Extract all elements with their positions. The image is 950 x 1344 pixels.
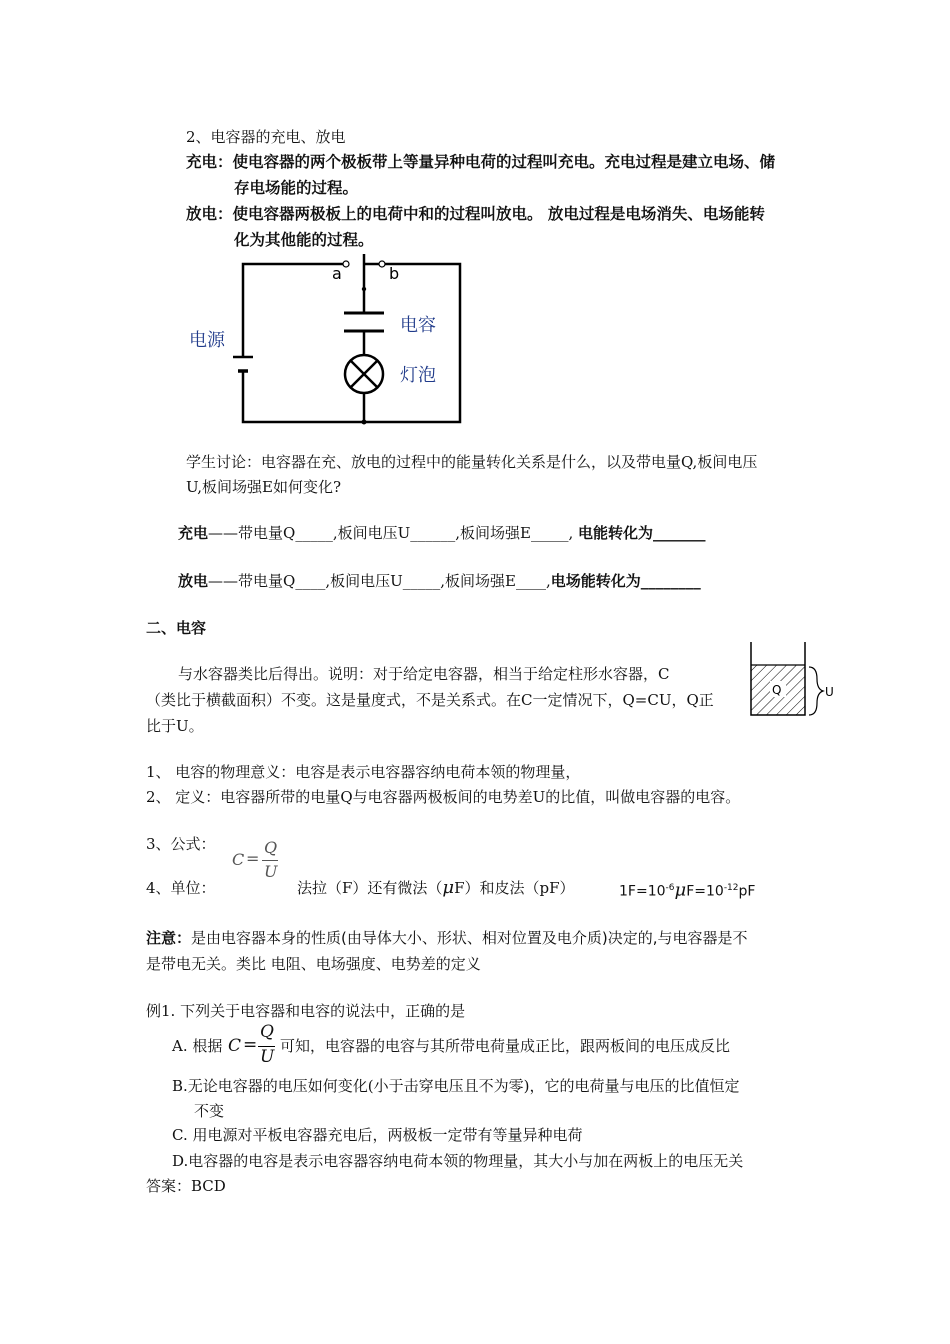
container-u-label: U xyxy=(825,685,834,699)
a-formula-eq: = xyxy=(243,1035,258,1055)
analogy-line2: （类比于横截面积）不变。这是量度式，不是关系式。在C一定情况下，Q=CU，Q正 xyxy=(146,691,714,709)
discharge-fill-blank xyxy=(178,571,701,591)
option-c: C. 用电源对平板电容器充电后，两极板一定带有等量异种电荷 xyxy=(172,1126,583,1144)
conv-part1: 1F=10 xyxy=(619,883,666,900)
bulb-label: 灯泡 xyxy=(400,365,436,386)
section-title: 2、电容器的充电、放电 xyxy=(186,128,346,146)
units-part2: F）和皮法（pF） xyxy=(454,879,575,897)
formula-fraction-bar xyxy=(262,860,278,861)
discharge-definition xyxy=(186,204,765,224)
charge-fill-label: 充电 xyxy=(178,524,209,542)
mu-symbol: μ xyxy=(442,877,455,898)
formula-q: Q xyxy=(264,838,278,857)
analogy-line3: 比于U。 xyxy=(146,717,204,735)
circuit-wire-left xyxy=(243,264,343,357)
capacitance-heading: 二、电容 xyxy=(146,619,207,637)
formula-capacitance xyxy=(230,838,290,886)
charge-line2: 存电场能的过程。 xyxy=(234,179,359,197)
discharge-fill-label: 放电 xyxy=(178,572,209,590)
charge-line1: 使电容器的两个极板带上等量异种电荷的过程叫充电。充电过程是建立电场、储 xyxy=(232,153,776,171)
option-a-text: 可知，电容器的电容与其所带电荷量成正比，跟两板间的电压成反比 xyxy=(280,1037,731,1055)
water-container-diagram xyxy=(745,637,845,722)
analogy-line1: 与水容器类比后得出。说明：对于给定电容器，相当于给定柱形水容器，C xyxy=(178,665,670,683)
item-1: 1、 电容的物理意义：电容是表示电容器容纳电荷本领的物理量， xyxy=(146,763,581,781)
a-formula-q: Q xyxy=(260,1022,274,1042)
formula-u: U xyxy=(264,862,278,881)
note-text1: 是由电容器本身的性质(由导体大小、形状、相对位置及电介质)决定的,与电容器是不 xyxy=(191,929,748,947)
a-formula-u: U xyxy=(260,1047,275,1067)
example-title: 例1. 下列关于电容器和电容的说法中，正确的是 xyxy=(146,1002,466,1020)
discharge-line2: 化为其他能的过程。 xyxy=(234,231,374,249)
charge-fill-blank xyxy=(178,523,706,543)
option-a-prefix: A. 根据 xyxy=(172,1037,223,1055)
note-label: 注意： xyxy=(146,929,192,947)
switch-a-label: a xyxy=(332,264,342,283)
circuit-diagram xyxy=(170,245,480,430)
height-brace xyxy=(809,667,823,715)
discharge-fill-text: ——带电量Q____,板间电压U_____,板间场强E____, xyxy=(208,572,551,590)
charge-fill-energy: 电能转化为_______ xyxy=(578,524,706,542)
conv-exp1: -6 xyxy=(665,883,675,893)
note-line2: 是带电无关。类比 电阻、电场强度、电势差的定义 xyxy=(146,955,481,973)
conv-part3: pF xyxy=(738,883,756,900)
conv-mu: μ xyxy=(674,879,687,901)
container-q-label: Q xyxy=(772,683,782,697)
discharge-label: 放电： xyxy=(186,205,233,223)
option-b-line1: B.无论电容器的电压如何变化(小于击穿电压且不为零)，它的电荷量与电压的比值恒定 xyxy=(172,1077,740,1095)
option-d: D.电容器的电容是表示电容器容纳电荷本领的物理量，其大小与加在两板上的电压无关 xyxy=(172,1152,744,1170)
discharge-fill-energy: 电场能转化为________ xyxy=(550,572,701,590)
conv-exp2: -12 xyxy=(723,883,739,893)
junction-dot xyxy=(362,420,367,425)
note-line1 xyxy=(146,928,748,948)
discharge-line1: 使电容器两极板上的电荷中和的过程叫放电。 放电过程是电场消失、电场能转 xyxy=(232,205,765,223)
charge-fill-text: ——带电量Q_____,板间电压U______,板间场强E_____, xyxy=(208,524,574,542)
item-3: 3、公式： xyxy=(146,835,216,853)
discussion-line1: 学生讨论：电容器在充、放电的过程中的能量转化关系是什么，以及带电量Q,板间电压 xyxy=(186,453,758,471)
units-part1: 法拉（F）还有微法（ xyxy=(297,879,443,897)
a-formula-c: C xyxy=(228,1036,242,1056)
option-b-line2: 不变 xyxy=(194,1102,225,1120)
option-a xyxy=(172,1036,222,1056)
discussion-line2: U,板间场强E如何变化? xyxy=(186,478,342,496)
unit-conversion xyxy=(619,878,755,902)
units-text xyxy=(297,878,575,898)
switch-b-label: b xyxy=(389,264,400,283)
item-4: 4、单位： xyxy=(146,879,216,897)
capacitor-label: 电容 xyxy=(400,315,436,336)
conv-part2: F=10 xyxy=(686,883,724,900)
charge-label: 充电： xyxy=(186,153,233,171)
formula-c: C xyxy=(232,850,245,869)
power-label: 电源 xyxy=(189,330,225,351)
item-2: 2、 定义：电容器所带的电量Q与电容器两极板间的电势差U的比值，叫做电容器的电容。 xyxy=(146,788,741,806)
answer: 答案：BCD xyxy=(146,1177,226,1195)
switch-contact-a xyxy=(343,261,349,267)
circuit-wire-right xyxy=(243,264,460,422)
switch-pivot xyxy=(362,287,366,291)
charge-definition xyxy=(186,152,775,172)
option-a-formula xyxy=(228,1022,280,1070)
formula-equals: = xyxy=(246,849,260,868)
switch-contact-b xyxy=(379,261,385,267)
